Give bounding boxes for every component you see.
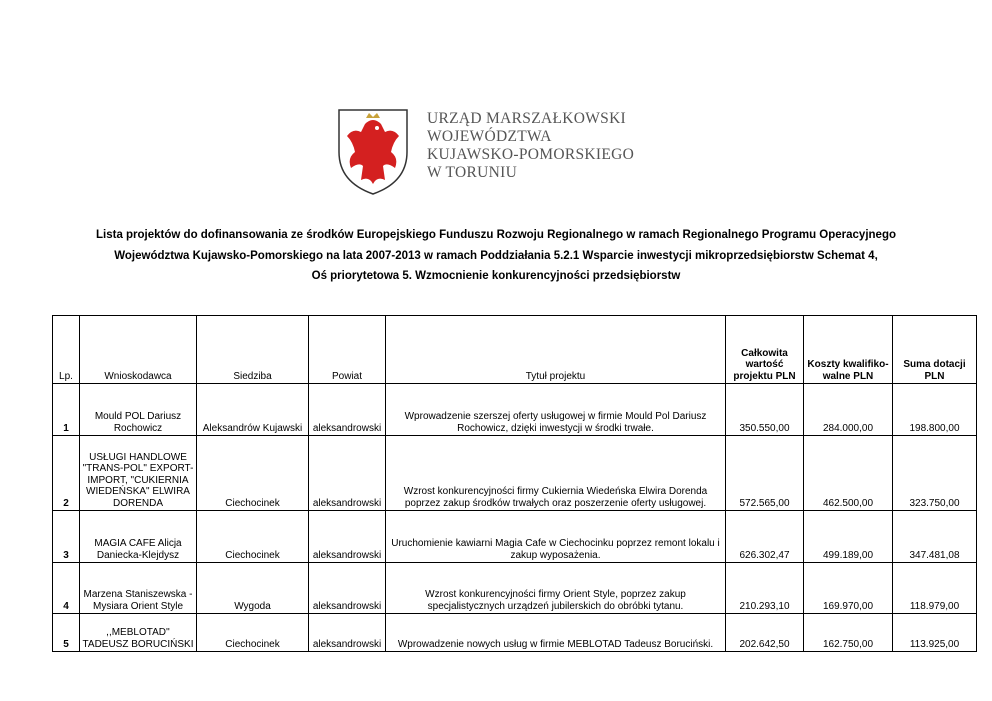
row-eligible: 462.500,00 [804, 436, 893, 511]
title-line: Województwa Kujawsko-Pomorskiego na lata 2007-2013 w ramach Poddziałania 5.2.1 Wsparcie inwestycji mikroprzedsiębiorstw Schemat 4, [114, 249, 878, 262]
header-eligible: Koszty kwalifiko-walne PLN [804, 316, 893, 384]
row-grant: 198.800,00 [893, 384, 977, 436]
logo-line: W TORUNIU [427, 164, 518, 181]
header-total: Całkowita wartość projektu PLN [726, 316, 804, 384]
row-applicant: Mould POL Dariusz Rochowicz [80, 384, 197, 436]
row-lp: 1 [53, 384, 80, 436]
header-county: Powiat [309, 316, 386, 384]
row-total: 626.302,47 [726, 511, 804, 563]
row-lp: 3 [53, 511, 80, 563]
row-grant: 347.481,08 [893, 511, 977, 563]
row-county: aleksandrowski [309, 614, 386, 652]
table-row [53, 436, 977, 511]
row-total: 572.565,00 [726, 436, 804, 511]
title-line: Lista projektów do dofinansowania ze środków Europejskiego Funduszu Rozwoju Regionalnego w ramach Regionalnego Programu Operacyjnego [96, 229, 896, 241]
row-seat: Ciechocinek [197, 511, 309, 563]
logo-line: WOJEWÓDZTWA [427, 128, 552, 145]
row-total: 202.642,50 [726, 614, 804, 652]
row-seat: Wygoda [197, 563, 309, 614]
row-applicant: ,,MEBLOTAD'' TADEUSZ BORUCIŃSKI [80, 614, 197, 652]
office-logo [333, 102, 633, 197]
row-project: Wprowadzenie nowych usług w firmie MEBLOTAD Tadeusz Boruciński. [386, 614, 726, 652]
row-lp: 2 [53, 436, 80, 511]
row-county: aleksandrowski [309, 563, 386, 614]
logo-line: KUJAWSKO-POMORSKIEGO [427, 146, 635, 163]
office-name [427, 110, 634, 182]
eagle-crest-icon [333, 102, 413, 197]
row-applicant: USŁUGI HANDLOWE "TRANS-POL" EXPORT-IMPORT, "CUKIERNIA WIEDEŃSKA" ELWIRA DORENDA [80, 436, 197, 511]
row-project: Wzrost konkurencyjności firmy Cukiernia Wiedeńska Elwira Dorenda poprzez zakup środków trwałych oraz poszerzenie oferty usługowej. [386, 436, 726, 511]
header-lp: Lp. [53, 316, 80, 384]
row-grant: 118.979,00 [893, 563, 977, 614]
row-total: 350.550,00 [726, 384, 804, 436]
row-eligible: 499.189,00 [804, 511, 893, 563]
table-header-row [53, 316, 977, 384]
header-seat: Siedziba [197, 316, 309, 384]
row-eligible: 162.750,00 [804, 614, 893, 652]
row-county: aleksandrowski [309, 384, 386, 436]
row-grant: 113.925,00 [893, 614, 977, 652]
row-lp: 5 [53, 614, 80, 652]
row-applicant: Marzena Staniszewska - Mysiara Orient Style [80, 563, 197, 614]
row-project: Wzrost konkurencyjności firmy Orient Style, poprzez zakup specjalistycznych urządzeń jubilerskich do obróbki tytanu. [386, 563, 726, 614]
logo-line: URZĄD MARSZAŁKOWSKI [427, 110, 627, 127]
row-seat: Aleksandrów Kujawski [197, 384, 309, 436]
row-total: 210.293,10 [726, 563, 804, 614]
row-seat: Ciechocinek [197, 436, 309, 511]
table-row [53, 563, 977, 614]
document-title [0, 225, 992, 287]
row-project: Wprowadzenie szerszej oferty usługowej w firmie Mould Pol Dariusz Rochowicz, dzięki inwestycji w środki trwałe. [386, 384, 726, 436]
table-row [53, 511, 977, 563]
table-row [53, 384, 977, 436]
header-project: Tytuł projektu [386, 316, 726, 384]
row-applicant: MAGIA CAFE Alicja Daniecka-Klejdysz [80, 511, 197, 563]
row-eligible: 169.970,00 [804, 563, 893, 614]
title-line: Oś priorytetowa 5. Wzmocnienie konkurencyjności przedsiębiorstw [311, 270, 681, 282]
row-lp: 4 [53, 563, 80, 614]
row-project: Uruchomienie kawiarni Magia Cafe w Ciechocinku poprzez remont lokalu i zakup wyposażenia. [386, 511, 726, 563]
table-row [53, 614, 977, 652]
row-county: aleksandrowski [309, 436, 386, 511]
row-grant: 323.750,00 [893, 436, 977, 511]
row-seat: Ciechocinek [197, 614, 309, 652]
row-county: aleksandrowski [309, 511, 386, 563]
row-eligible: 284.000,00 [804, 384, 893, 436]
projects-table [52, 315, 977, 652]
header-grant: Suma dotacji PLN [893, 316, 977, 384]
header-applicant: Wnioskodawca [80, 316, 197, 384]
